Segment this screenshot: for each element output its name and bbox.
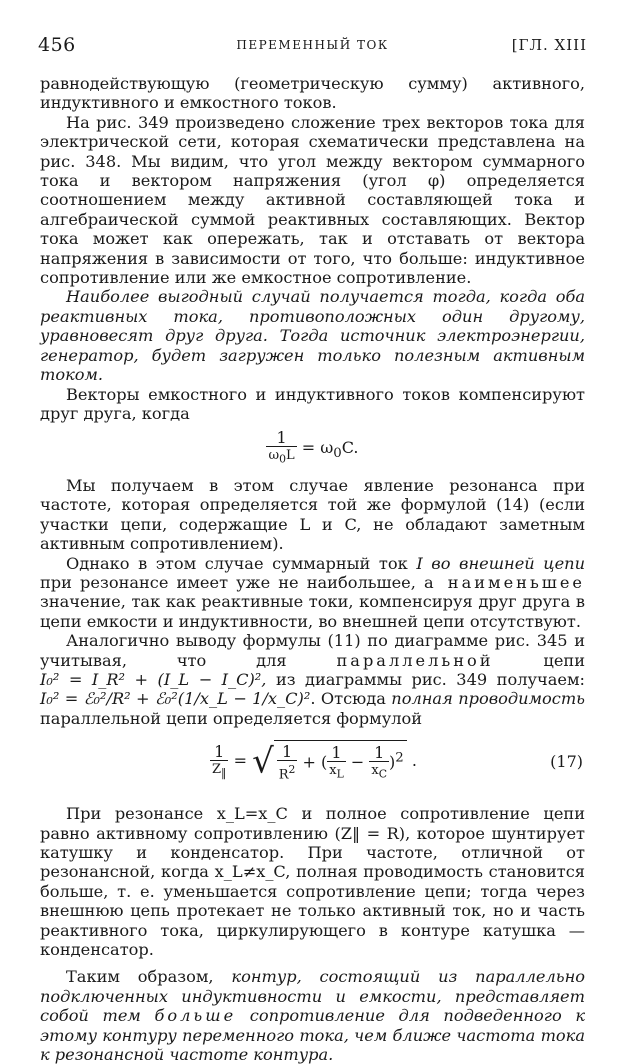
chapter-label: [ГЛ. XIII xyxy=(511,36,587,54)
formula-resonance: $\frac{1}{\omega_0L}$ = $\omega_0C$. xyxy=(268,428,359,466)
formula-current-sq: I₀² = I_R² + (I_L − I_C)², xyxy=(40,669,267,689)
paragraph-5: Однако в этом случае суммарный ток I во внешней цепи при резонансе имеет уже не наибольшее, а наименьшее значение, так как реактивные токи, компенсируя друг друга в цепи емкости и индуктивности, во внешней цепи отсутствуют. xyxy=(40,553,585,631)
paragraph-8: Таким образом, контур, состоящий из параллельно подключенных индуктивности и емкости, представляет собой тем больше сопротивление для подведенного к этому контуру переменного тока, чем ближе частота тока к резонансной частоте контура. xyxy=(40,967,585,1064)
paragraph-3: Векторы емкостного и индуктивного токов компенсируют друг друга, когда xyxy=(40,384,585,423)
paragraph-1: На рис. 349 произведено сложение трех векторов тока для электрической сети, которая схематически представлена на рис. 348. Мы видим, что угол между вектором суммарного тока и вектором напряжения (угол φ) определяется соотношением между активной составляющей тока и алгебраической суммой реактивных составляющих. Вектор тока может как опережать, так и отставать от вектора напряжения в зависимости от того, что больше: индуктивное сопротивление или же емкостное сопротивление. xyxy=(40,112,585,288)
running-title: ПЕРЕМЕННЫЙ ТОК xyxy=(236,38,389,52)
formula-total-current: I₀² = ℰ₀²/R² + ℰ₀²(1/x_L − 1/x_C)² xyxy=(40,689,311,709)
paragraph-0: равнодействующую (геометрическую сумму) активного, индуктивного и емкостного токов. xyxy=(40,74,585,113)
formula-17: $\frac{1}{Z_‖}$ = √ $\frac{1}{R^2}$ + ( $\frac{1}{x_L}$ − $\frac{1}{x_C}$ )$^2$ . (17) xyxy=(212,741,583,783)
paragraph-2-italic: Наиболее выгодный случай получается тогда, когда оба реактивных тока, противоположных один другому, уравновесят друг друга. Тогда источник электроэнергии, генератор, будет загружен только полезным активным током. xyxy=(40,287,585,385)
page-number: 456 xyxy=(38,34,76,56)
paragraph-6: Аналогично выводу формулы (11) по диаграмме рис. 345 и учитывая, что для параллельной цепи I₀² = I_R² + (I_L − I_C)², из диаграммы рис. 349 получаем: I₀² = ℰ₀²/R² + ℰ₀²(1/x_L − 1/x_C)². Отсюда полная проводимость параллельной цепи определяется формулой xyxy=(40,631,585,728)
paragraph-4: Мы получаем в этом случае явление резонанса при частоте, которая определяется той же формулой (14) (если участки цепи, содержащие L и C, не обладают заметным активным сопротивлением). xyxy=(40,475,585,554)
equation-number: (17) xyxy=(550,752,583,772)
paragraph-7: При резонансе x_L=x_C и полное сопротивление цепи равно активному сопротивлению (Z‖ = R), которое шунтирует катушку и конденсатор. При частоте, отличной от резонансной, когда x_L≠x_C, полная проводимость становится больше, т. е. уменьшается сопротивление цепи; тогда через внешнюю цепь протекает не только активный ток, но и часть реактивного тока, циркулирующего в контуре катушка — конденсатор. xyxy=(40,804,585,960)
page-header xyxy=(38,34,587,58)
page-body xyxy=(40,74,585,1064)
